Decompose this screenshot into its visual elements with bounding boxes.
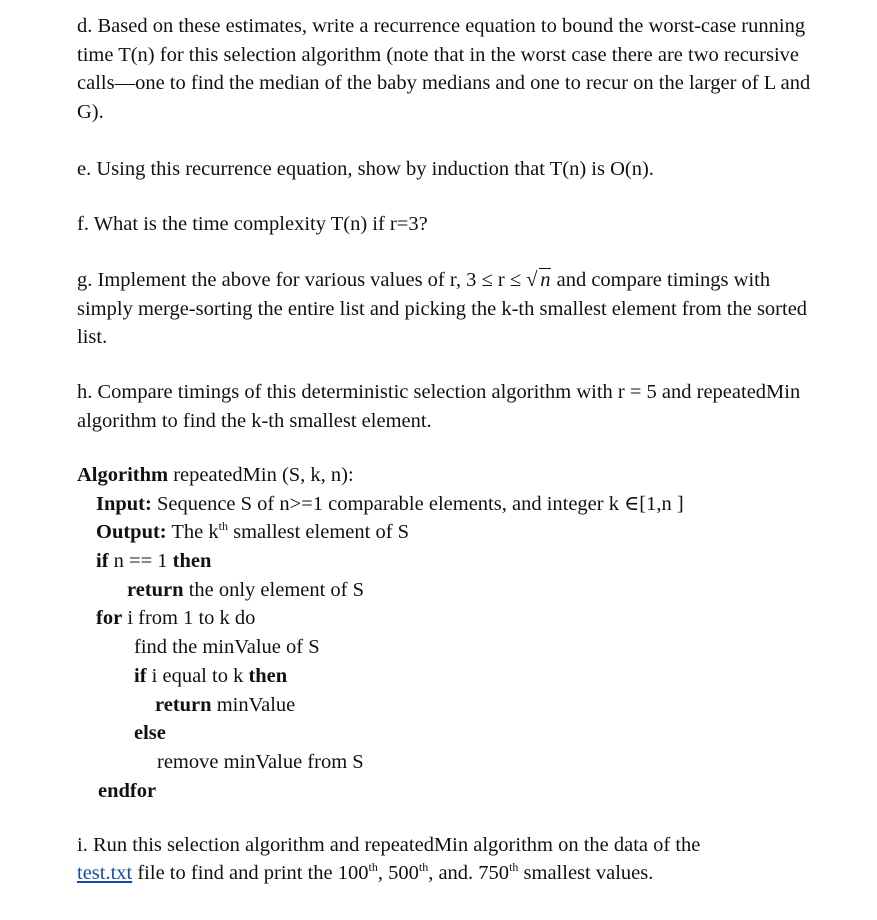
question-i-line2: test.txt file to find and print the 100th, 500th, and. 750th smallest values. [77,860,654,884]
test-txt-link[interactable]: test.txt [77,862,133,884]
question-h: h. Compare timings of this deterministic selection algorithm with r = 5 and repeatedMin algorithm to find the k-th smallest element. [77,381,801,432]
algorithm-return2-line: return minValue [155,694,296,716]
algorithm-for-line: for i from 1 to k do [96,607,256,629]
algorithm-if-line: if n == 1 then [96,550,212,572]
algorithm-else-line: else [134,722,166,744]
algorithm-remove-line: remove minValue from S [157,751,364,773]
algorithm-input: Input: Sequence S of n>=1 comparable elements, and integer k ∈[1,n ] [96,493,684,515]
question-i-line1: i. Run this selection algorithm and repeatedMin algorithm on the data of the [77,834,701,856]
sqrt-n: √ n [526,269,551,291]
algorithm-return-line: return the only element of S [127,579,365,601]
question-e: e. Using this recurrence equation, show by induction that T(n) is O(n). [77,158,654,180]
question-d: d. Based on these estimates, write a recurrence equation to bound the worst-case running time T(n) for this selection algorithm (note that in the worst case there are two recursive calls—one to find the median of the baby medians and one to recur on the larger of L and G). [77,15,811,123]
algorithm-output: Output: The $k^{th}$ smallest element of S [96,519,410,543]
algorithm-title: Algorithm repeatedMin (S, k, n): [77,464,354,486]
algorithm-find-line: find the minValue of S [134,636,320,658]
algorithm-if2-line: if i equal to k then [134,665,288,687]
question-g: g. Implement the above for various values of r, 3 ≤ r ≤ √ n and compare timings with simply merge-sorting the entire list and picking the k-th smallest element from the sorted list. [77,266,817,352]
algorithm-endfor-line: endfor [98,780,157,802]
question-f: f. What is the time complexity T(n) if r=3? [77,213,428,235]
